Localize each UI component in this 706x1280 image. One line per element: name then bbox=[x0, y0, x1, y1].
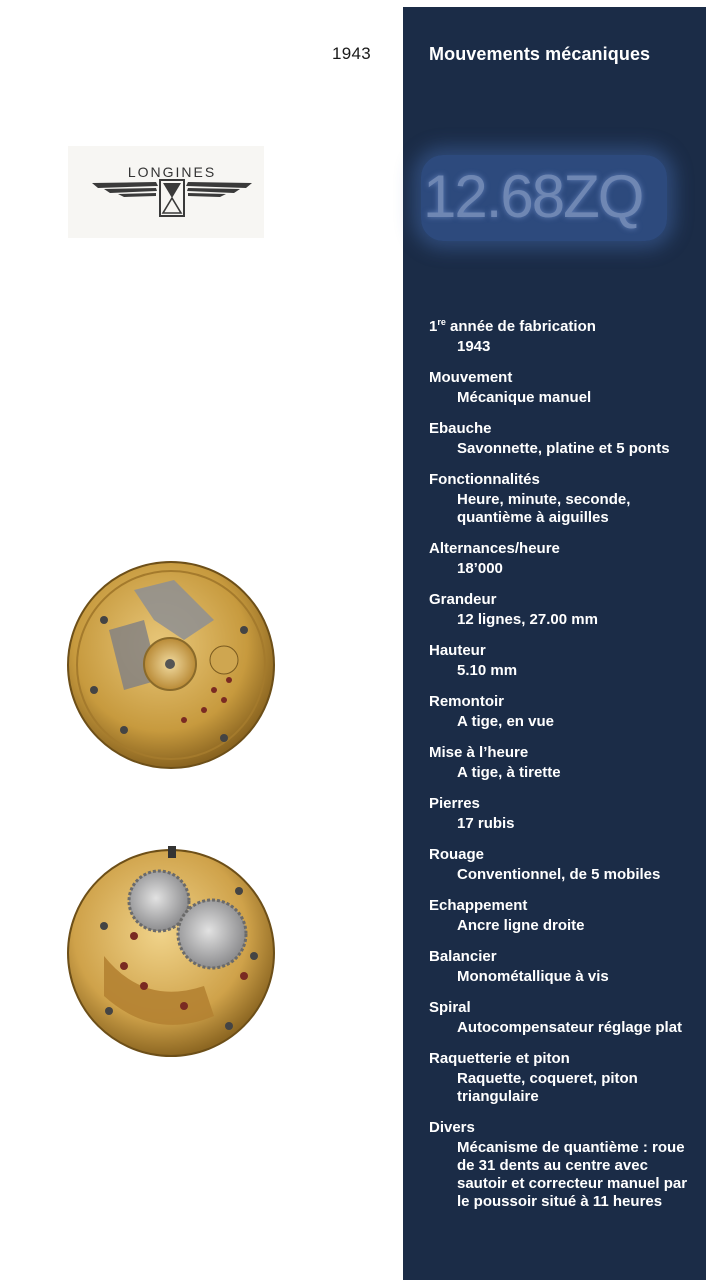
spec-label: Balancier bbox=[429, 948, 497, 965]
spec-item bbox=[429, 947, 701, 986]
spec-item bbox=[429, 313, 701, 356]
spec-label: Remontoir bbox=[429, 693, 504, 710]
spec-item bbox=[429, 419, 701, 458]
spec-item bbox=[429, 998, 701, 1037]
movement-bridge-side-image bbox=[64, 846, 278, 1060]
spec-value: A tige, en vue bbox=[457, 713, 554, 730]
year-label: 1943 bbox=[332, 44, 372, 63]
spec-value: 5.10 mm bbox=[457, 662, 518, 679]
spec-label: Fonctionnalités bbox=[429, 471, 540, 488]
spec-item bbox=[429, 743, 701, 782]
spec-panel bbox=[403, 7, 706, 1280]
calibre-number: 12.68ZQ bbox=[423, 163, 643, 230]
spec-list bbox=[429, 313, 701, 1223]
spec-value: Mécanisme de quantième : roue de 31 dents au centre avec sautoir et correcteur manuel par le poussoir situé à 11 heures bbox=[457, 1139, 688, 1210]
spec-label: Alternances/heure bbox=[429, 540, 560, 557]
spec-label: 1re année de fabrication bbox=[429, 317, 596, 335]
spec-item bbox=[429, 590, 701, 629]
spec-label: Rouage bbox=[429, 846, 485, 863]
spec-value: Raquette, coqueret, piton triangulaire bbox=[457, 1070, 638, 1105]
spec-item bbox=[429, 1118, 701, 1211]
spec-item bbox=[429, 641, 701, 680]
spec-label: Mise à l’heure bbox=[429, 744, 529, 761]
spec-label: Mouvement bbox=[429, 369, 513, 386]
spec-value: A tige, à tirette bbox=[457, 764, 561, 781]
spec-value: Monométallique à vis bbox=[457, 968, 609, 985]
spec-item bbox=[429, 896, 701, 935]
spec-label: Raquetterie et piton bbox=[429, 1050, 570, 1067]
spec-label: Divers bbox=[429, 1119, 475, 1136]
spec-item bbox=[429, 845, 701, 884]
spec-value: 18’000 bbox=[457, 560, 503, 577]
spec-item bbox=[429, 470, 701, 527]
longines-logo bbox=[68, 146, 264, 238]
spec-label: Ebauche bbox=[429, 420, 492, 437]
spec-value: 12 lignes, 27.00 mm bbox=[457, 611, 598, 628]
movement-dial-side-image bbox=[64, 560, 278, 774]
spec-value: Ancre ligne droite bbox=[457, 917, 585, 934]
spec-label: Grandeur bbox=[429, 591, 497, 608]
spec-value: Savonnette, platine et 5 ponts bbox=[457, 440, 670, 457]
spec-label: Pierres bbox=[429, 795, 480, 812]
spec-label: Spiral bbox=[429, 999, 471, 1016]
spec-value: 17 rubis bbox=[457, 815, 515, 832]
spec-item bbox=[429, 692, 701, 731]
spec-item bbox=[429, 368, 701, 407]
spec-item bbox=[429, 539, 701, 578]
spec-value: Conventionnel, de 5 mobiles bbox=[457, 866, 661, 883]
spec-value: Autocompensateur réglage plat bbox=[457, 1019, 683, 1036]
spec-value: Heure, minute, seconde, quantième à aiguilles bbox=[457, 491, 631, 526]
spec-item bbox=[429, 1049, 701, 1106]
spec-label: Echappement bbox=[429, 897, 528, 914]
panel-title: Mouvements mécaniques bbox=[429, 44, 651, 64]
spec-value: Mécanique manuel bbox=[457, 389, 592, 406]
logo-text: LONGINES bbox=[127, 164, 217, 180]
spec-value: 1943 bbox=[457, 338, 491, 355]
spec-item bbox=[429, 794, 701, 833]
spec-label: Hauteur bbox=[429, 642, 486, 659]
